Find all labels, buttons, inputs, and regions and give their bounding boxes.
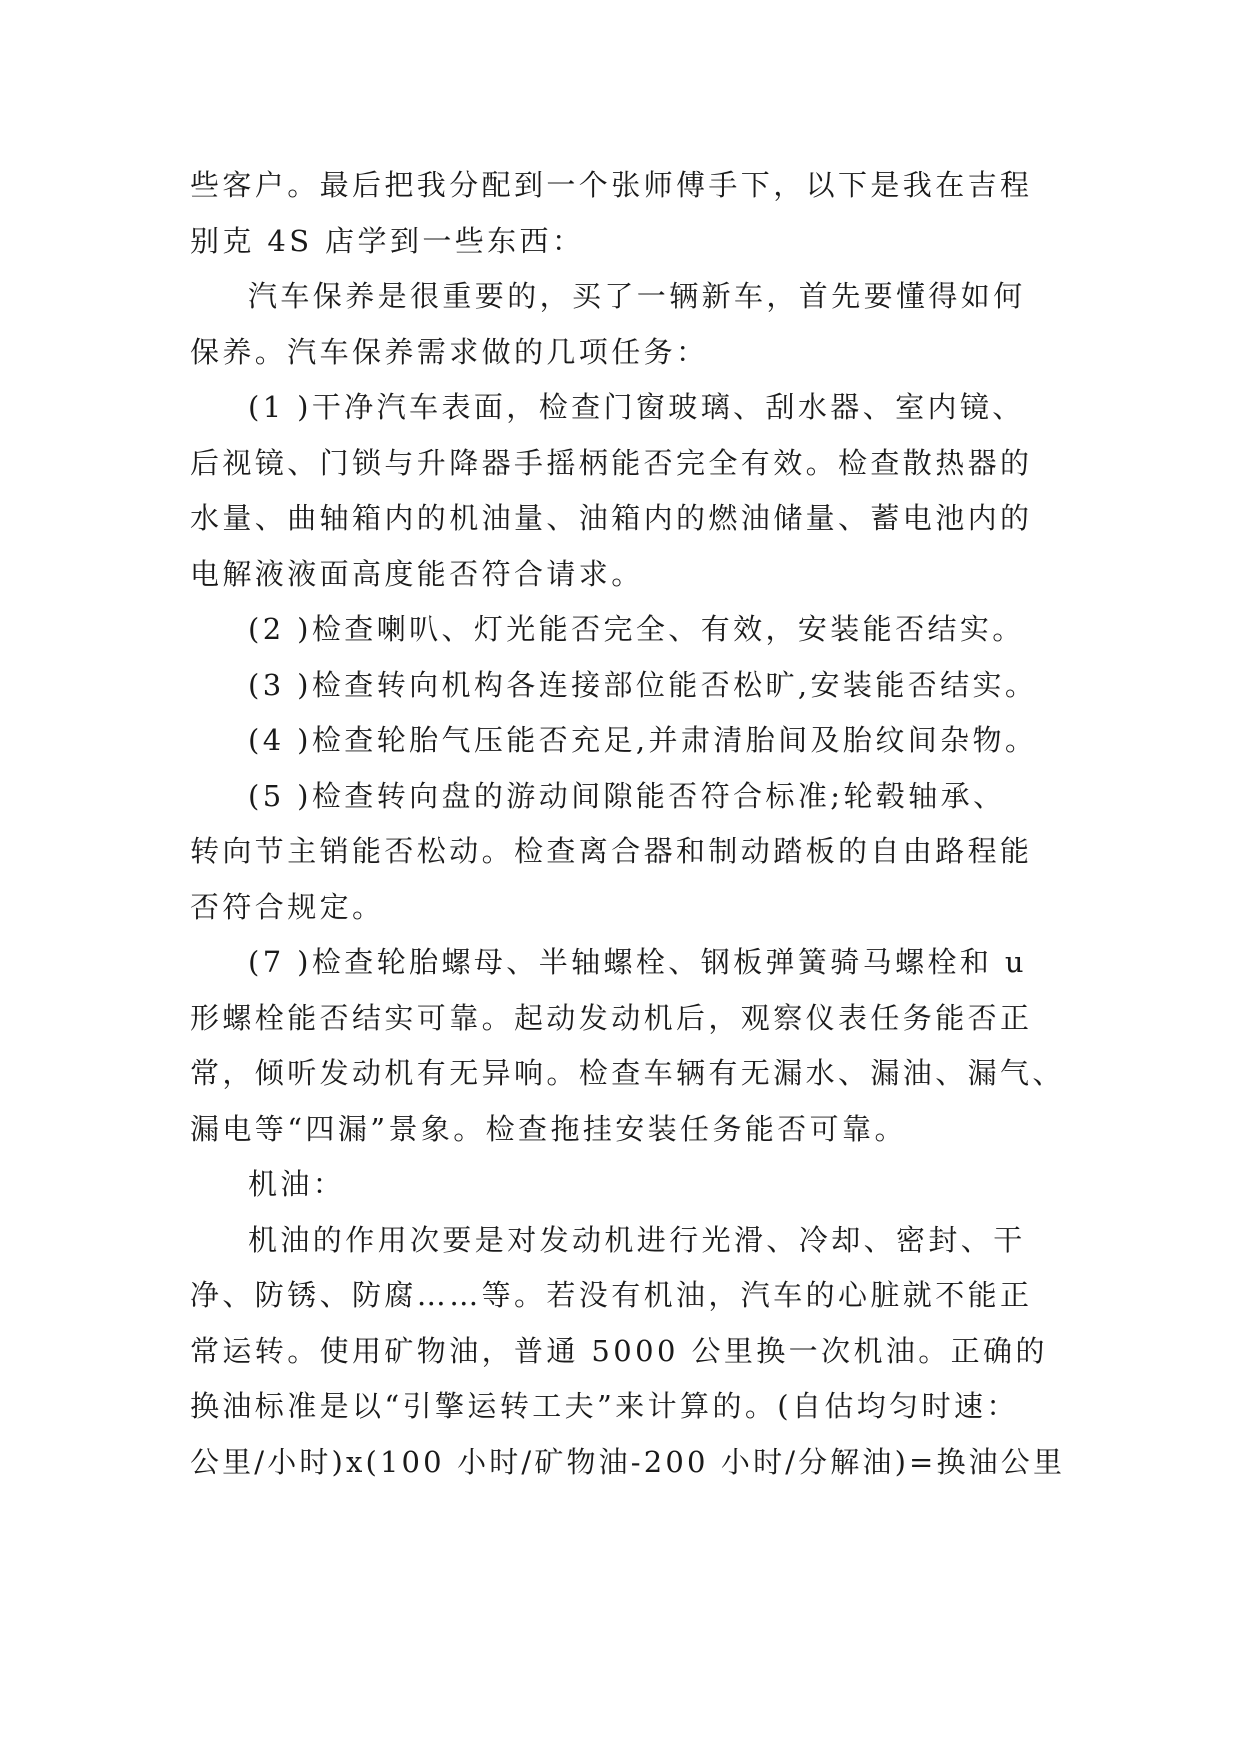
text-line: 转向节主销能否松动。检查离合器和制动踏板的自由路程能: [190, 834, 1033, 868]
text-line: (2 )检查喇叭、灯光能否完全、有效，安装能否结实。: [248, 612, 1025, 646]
text-line: 水量、曲轴箱内的机油量、油箱内的燃油储量、蓄电池内的: [190, 501, 1033, 535]
text-line: 常，倾听发动机有无异响。检查车辆有无漏水、漏油、漏气、: [190, 1056, 1065, 1090]
text-line: 后视镜、门锁与升降器手摇柄能否完全有效。检查散热器的: [190, 445, 1033, 480]
text-line: (4 )检查轮胎气压能否充足,并肃清胎间及胎纹间杂物。: [248, 723, 1038, 757]
text-line: 换油标准是以“引擎运转工夫”来计算的。(自估均匀时速：: [190, 1389, 1019, 1423]
text-line: 净、防锈、防腐……等。若没有机油，汽车的心脏就不能正: [190, 1278, 1033, 1312]
text-line: (5 )检查转向盘的游动间隙能否符合标准;轮毂轴承、: [248, 778, 1006, 813]
text-line: (3 )检查转向机构各连接部位能否松旷,安装能否结实。: [248, 667, 1038, 702]
text-line: 电解液液面高度能否符合请求。: [190, 556, 644, 591]
text-line: 别克 4S 店学到一些东西：: [190, 223, 585, 258]
document-body: [190, 158, 1070, 1490]
text-line: 些客户。最后把我分配到一个张师傅手下，以下是我在吉程: [190, 168, 1033, 202]
text-line: 汽车保养是很重要的，买了一辆新车，首先要懂得如何: [248, 279, 1026, 313]
text-line: 常运转。使用矿物油，普通 5000 公里换一次机油。正确的: [190, 1333, 1048, 1368]
text-line: 否符合规定。: [190, 889, 385, 924]
text-line: 公里/小时)x(100 小时/矿物油-200 小时/分解油)=换油公里: [190, 1444, 1066, 1479]
text-line: (7 )检查轮胎螺母、半轴螺栓、钢板弹簧骑马螺栓和 u: [248, 945, 1027, 979]
text-line: 漏电等“四漏”景象。检查拖挂安装任务能否可靠。: [190, 1111, 907, 1146]
text-line: 机油的作用次要是对发动机进行光滑、冷却、密封、干: [248, 1222, 1026, 1257]
text-line: 形螺栓能否结实可靠。起动发动机后，观察仪表任务能否正: [190, 1000, 1033, 1035]
text-line: 机油：: [248, 1167, 346, 1201]
text-line: (1 )干净汽车表面，检查门窗玻璃、刮水器、室内镜、: [248, 390, 1025, 424]
text-line: 保养。汽车保养需求做的几项任务：: [190, 334, 709, 369]
